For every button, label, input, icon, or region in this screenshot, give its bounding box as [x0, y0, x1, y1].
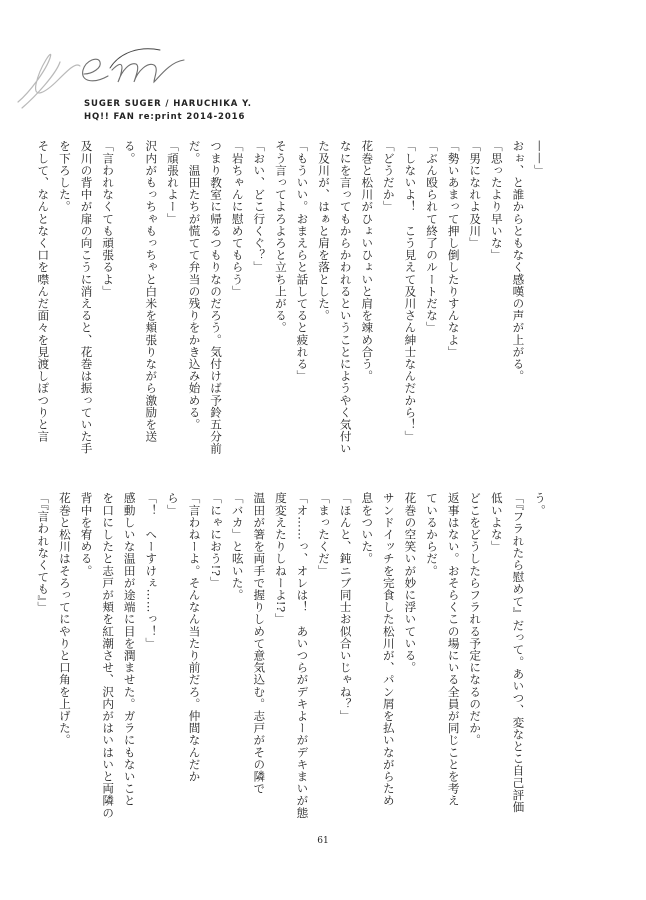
- text-line: そして、なんとなく口を噤んだ面々を見渡しぽつりと言: [36, 140, 51, 443]
- text-line: 花巻と松川がひょいひょいと肩を竦め合う。: [360, 140, 375, 382]
- text-line: だ。温田たちが慌てて弁当の残りをかき込み始める。: [187, 140, 202, 431]
- text-line: サンドイッチを完食した松川が、パン屑を払いながらため: [381, 492, 396, 807]
- text-line: 花巻と松川はそろってにやりと口角を上げた。: [57, 492, 72, 747]
- text-column-bottom: [36, 492, 550, 822]
- text-line: 「しないよ！ こう見えて及川さん紳士なんだから！」: [403, 140, 418, 443]
- text-line: 「！ へーすけぇ……っ！」: [144, 492, 159, 650]
- text-line: 息をついた。: [360, 492, 375, 565]
- text-line: 返事はない。おそらくこの場にいる全員が同じことを考え: [446, 492, 461, 807]
- reprint-line: HQ!! FAN re:print 2014-2016: [84, 112, 246, 122]
- text-line: を下ろした。: [57, 140, 72, 213]
- text-line: 「にゃにおう!?」: [209, 492, 224, 589]
- text-line: 感動しいな温田が途端に目を潤ませた。ガラにもないこと: [122, 492, 137, 807]
- text-line: ているからだ。: [425, 492, 440, 577]
- text-line: 「オ……っ、オレは！ あいつらがデキよーがデキまいが態: [295, 492, 310, 819]
- credit-line: SUGER SUGER / HARUCHIKA Y.: [84, 99, 252, 109]
- text-line: 背中を宥める。: [79, 492, 94, 577]
- text-column-top: [36, 140, 550, 460]
- text-line: おぉ、と誰からともなく感嘆の声が上がる。: [511, 140, 526, 382]
- text-line: 「『フラれたら慰めて』だって。あいつ、変なとこ自己評価: [511, 492, 526, 813]
- text-line: 温田が箸を両手で握りしめて意気込む。志戸がその隣で: [252, 492, 267, 795]
- text-line: を口にしたと志戸が頬を紅潮させ、沢内がはいはいと両隣の: [101, 492, 116, 819]
- text-line: 沢内がもっちゃもっちゃと白米を頬張りながら激励を送: [144, 140, 159, 443]
- text-line: 低いよな」: [489, 492, 504, 553]
- text-line: 「もういい。おまえらと話してると疲れる」: [295, 140, 310, 382]
- text-line: 「おい、どこ行くぐ？」: [252, 140, 267, 274]
- text-line: そう言ってよろよろと立ち上がる。: [273, 140, 288, 334]
- text-line: 「男になれよ及川」: [468, 140, 483, 249]
- text-line: 「ほんと、鈍ニブ同士お似合いじゃね？」: [338, 492, 353, 722]
- text-line: つまり教室に帰るつもりなのだろう。気付けば予鈴五分前: [209, 140, 224, 455]
- text-line: 「言わねーよ。そんなん当たり前だろ。仲間なんだか: [187, 492, 202, 783]
- text-line: 及川の背中が扉の向こうに消えると、花巻は振っていた手: [79, 140, 94, 455]
- text-line: 「『言われなくても』」: [36, 492, 51, 614]
- text-line: 「思ったより早いな」: [489, 140, 504, 261]
- text-line: 「バカ」と呟いた。: [230, 492, 245, 601]
- text-line: 「ぶん殴られて終了のルートだな」: [425, 140, 440, 334]
- text-line: 「頑張れよー」: [165, 140, 180, 225]
- text-line: う。: [533, 492, 547, 517]
- text-line: 「岩ちゃんに慰めてもらう」: [230, 140, 245, 298]
- text-line: 「まったくだ」: [317, 492, 332, 577]
- text-line: 「勢いあまって押し倒したりすんなよ」: [446, 140, 461, 358]
- text-line: 花巻の空笑いが妙に浮いている。: [403, 492, 418, 674]
- text-line: なにを言ってもからかわれるということにようやく気付い: [338, 140, 353, 455]
- page-number: 61: [317, 836, 329, 846]
- text-line: る。: [122, 140, 137, 165]
- text-line: ら」: [165, 492, 180, 517]
- text-line: た及川が、はぁと肩を落とした。: [317, 140, 332, 322]
- text-line: ——」: [533, 140, 547, 177]
- text-line: どこをどうしたらフラれる予定になるのだか。: [468, 492, 483, 747]
- text-line: 「どうだか」: [381, 140, 396, 213]
- text-line: 度変えたりしねーよ!?」: [273, 492, 288, 625]
- text-line: 「言われなくても頑張るよ」: [101, 140, 116, 298]
